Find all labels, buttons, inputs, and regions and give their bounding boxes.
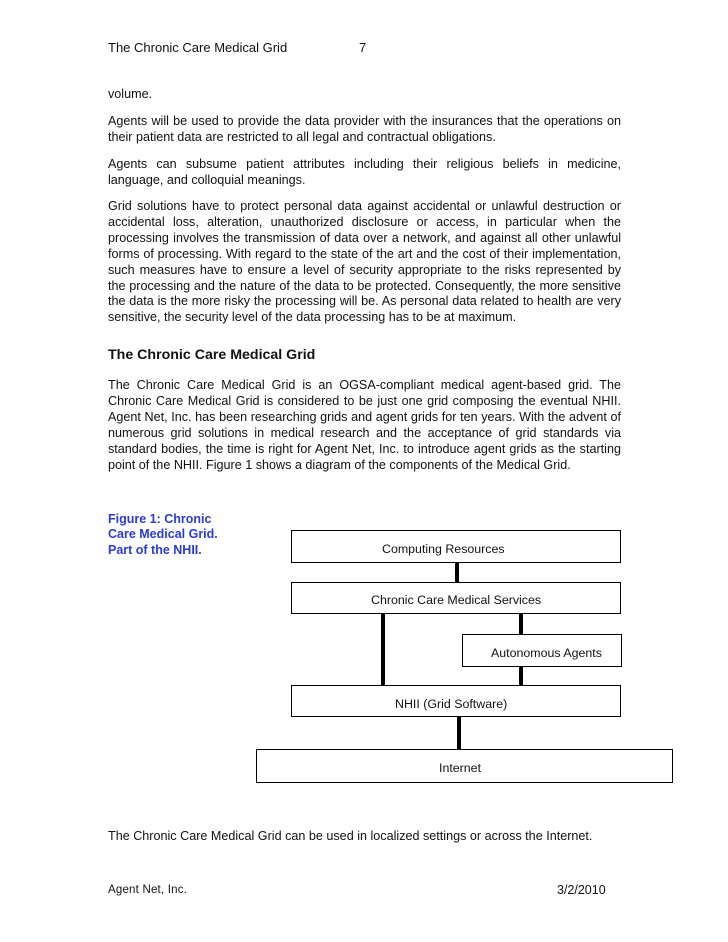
- section-heading: The Chronic Care Medical Grid: [108, 347, 316, 363]
- computing-resources-box: [291, 530, 621, 563]
- page-number: 7: [359, 40, 367, 55]
- chronic-care-services-label: Chronic Care Medical Services: [371, 593, 542, 607]
- autonomous-agents-label: Autonomous Agents: [491, 646, 602, 660]
- figure-caption-line-1: Figure 1: Chronic: [108, 512, 212, 526]
- footer-date: 3/2/2010: [557, 883, 606, 897]
- figure-caption-line-2: Care Medical Grid.: [108, 527, 218, 542]
- connector-services-agents: [519, 614, 523, 635]
- paragraph-4: Grid solutions have to protect personal data against accidental or unlawful destruction or accidental loss, alteration, unauthorized disclosure or access, in particular when the processing involves the transmission of data over a network, and against all other unlawful forms of processing. With regard to the state of the art and the cost of their implementation, such measures have to ensure a level of security appropriate to the risks represented by the processing and the nature of the data to be protected. Consequently, the more sensitive the data is the more risky the processing will be. As personal data related to health are very sensitive, the security level of the data processing has to be at maximum.: [108, 199, 621, 325]
- paragraph-2: Agents will be used to provide the data provider with the insurances that the operations on their patient data are restricted to all legal and contractual obligations.: [108, 114, 621, 144]
- computing-resources-label: Computing Resources: [382, 542, 505, 556]
- connector-agents-nhii: [519, 667, 523, 686]
- footer-company: Agent Net, Inc.: [108, 884, 188, 896]
- figure-caption-line-3: Part of the NHII.: [108, 542, 202, 557]
- nhii-label: NHII (Grid Software): [395, 697, 508, 711]
- connector-nhii-internet: [457, 717, 461, 750]
- chronic-care-services-box: [291, 582, 621, 614]
- closing-paragraph: The Chronic Care Medical Grid can be used in localized settings or across the Internet.: [108, 829, 593, 843]
- running-header-title: The Chronic Care Medical Grid: [108, 40, 288, 55]
- section-paragraph: The Chronic Care Medical Grid is an OGSA-compliant medical agent-based grid. The Chronic Care Medical Grid is considered to be just one grid composing the eventual NHII. Agent Net, Inc. has been researching grids and agent grids for ten years. With the advent of numerous grid solutions in medical research and the acceptance of grid standards via standard bodies, the time is right for Agent Net, Inc. to introduce agent grids as the starting point of the NHII. Figure 1 shows a diagram of the components of the Medical Grid.: [108, 378, 621, 472]
- paragraph-1: volume.: [108, 87, 153, 101]
- internet-label: Internet: [439, 761, 482, 775]
- internet-box: [256, 749, 673, 783]
- nhii-box: [291, 685, 621, 717]
- figure-caption: [108, 512, 258, 558]
- connector-services-nhii: [381, 614, 385, 686]
- paragraph-3: Agents can subsume patient attributes including their religious beliefs in medicine, language, and colloquial meanings.: [108, 157, 621, 187]
- autonomous-agents-box: [462, 634, 622, 667]
- connector-computing-services: [455, 563, 459, 583]
